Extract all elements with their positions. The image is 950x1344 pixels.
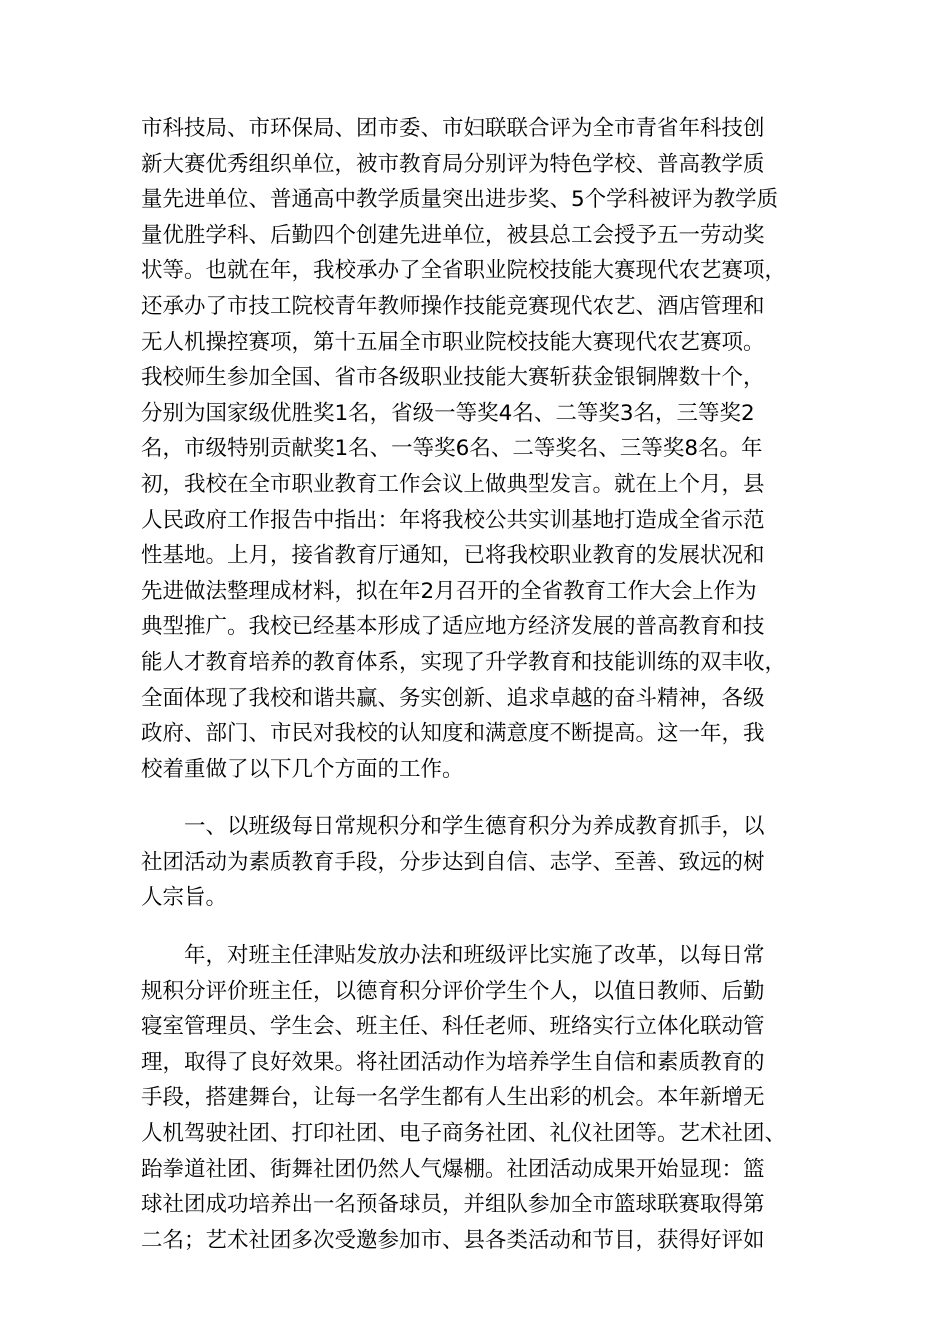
text-line: 年，对班主任津贴发放办法和班级评比实施了改革，以每日常 bbox=[184, 943, 765, 969]
text-line: 能人才教育培养的教育体系，实现了升学教育和技能训练的双丰收， bbox=[141, 649, 787, 675]
text-line: 球社团成功培养出一名预备球员，并组队参加全市篮球联赛取得第 bbox=[141, 1192, 765, 1218]
text-line: 我校师生参加全国、省市各级职业技能大赛斩获金银铜牌数十个， bbox=[141, 365, 765, 391]
paragraph-body-one bbox=[141, 938, 813, 1258]
text-line: 典型推广。我校已经基本形成了适应地方经济发展的普高教育和技 bbox=[141, 614, 765, 640]
text-line: 性基地。上月，接省教育厅通知，已将我校职业教育的发展状况和 bbox=[141, 543, 765, 569]
text-line: 新大赛优秀组织单位，被市教育局分别评为特色学校、普高教学质 bbox=[141, 151, 765, 177]
text-line: 一、以班级每日常规积分和学生德育积分为养成教育抓手，以 bbox=[184, 814, 765, 840]
text-line: 人宗旨。 bbox=[141, 885, 228, 911]
text-line: 还承办了市技工院校青年教师操作技能竞赛现代农艺、酒店管理和 bbox=[141, 293, 765, 319]
paragraph-intro bbox=[141, 111, 813, 787]
text-line: 寝室管理员、学生会、班主任、科任老师、班络实行立体化联动管 bbox=[141, 1014, 765, 1040]
text-line: 无人机操控赛项，第十五届全市职业院校技能大赛现代农艺赛项。 bbox=[141, 329, 765, 355]
text-line: 规积分评价班主任，以德育积分评价学生个人，以值日教师、后勤 bbox=[141, 978, 765, 1004]
text-line: 全面体现了我校和谐共赢、务实创新、追求卓越的奋斗精神，各级 bbox=[141, 685, 765, 711]
document-body bbox=[141, 111, 813, 1258]
text-line: 量先进单位、普通高中教学质量突出进步奖、5个学科被评为教学质 bbox=[141, 187, 779, 213]
text-line: 名，市级特别贡献奖1名、一等奖6名、二等奖名、三等奖8名。年 bbox=[141, 436, 763, 462]
text-line: 人民政府工作报告中指出：年将我校公共实训基地打造成全省示范 bbox=[141, 507, 765, 533]
text-line: 政府、部门、市民对我校的认知度和满意度不断提高。这一年，我 bbox=[141, 721, 765, 747]
text-line: 手段，搭建舞台，让每一名学生都有人生出彩的机会。本年新增无 bbox=[141, 1085, 765, 1111]
text-line: 跆拳道社团、街舞社团仍然人气爆棚。社团活动成果开始显现：篮 bbox=[141, 1156, 765, 1182]
text-line: 校着重做了以下几个方面的工作。 bbox=[141, 756, 464, 782]
text-line: 理，取得了良好效果。将社团活动作为培养学生自信和素质教育的 bbox=[141, 1049, 765, 1075]
text-line: 人机驾驶社团、打印社团、电子商务社团、礼仪社团等。艺术社团、 bbox=[141, 1121, 787, 1147]
text-line: 二名；艺术社团多次受邀参加市、县各类活动和节目，获得好评如 bbox=[141, 1227, 765, 1253]
text-line: 先进做法整理成材料，拟在年2月召开的全省教育工作大会上作为 bbox=[141, 578, 757, 604]
section-heading-one bbox=[141, 809, 813, 916]
text-line: 量优胜学科、后勤四个创建先进单位，被县总工会授予五一劳动奖 bbox=[141, 222, 765, 248]
text-line: 社团活动为素质教育手段，分步达到自信、志学、至善、致远的树 bbox=[141, 849, 765, 875]
text-line: 分别为国家级优胜奖1名，省级一等奖4名、二等奖3名，三等奖2 bbox=[141, 400, 755, 426]
text-line: 状等。也就在年，我校承办了全省职业院校技能大赛现代农艺赛项， bbox=[141, 258, 787, 284]
text-line: 市科技局、市环保局、团市委、市妇联联合评为全市青省年科技创 bbox=[141, 116, 765, 141]
text-line: 初，我校在全市职业教育工作会议上做典型发言。就在上个月，县 bbox=[141, 471, 765, 497]
